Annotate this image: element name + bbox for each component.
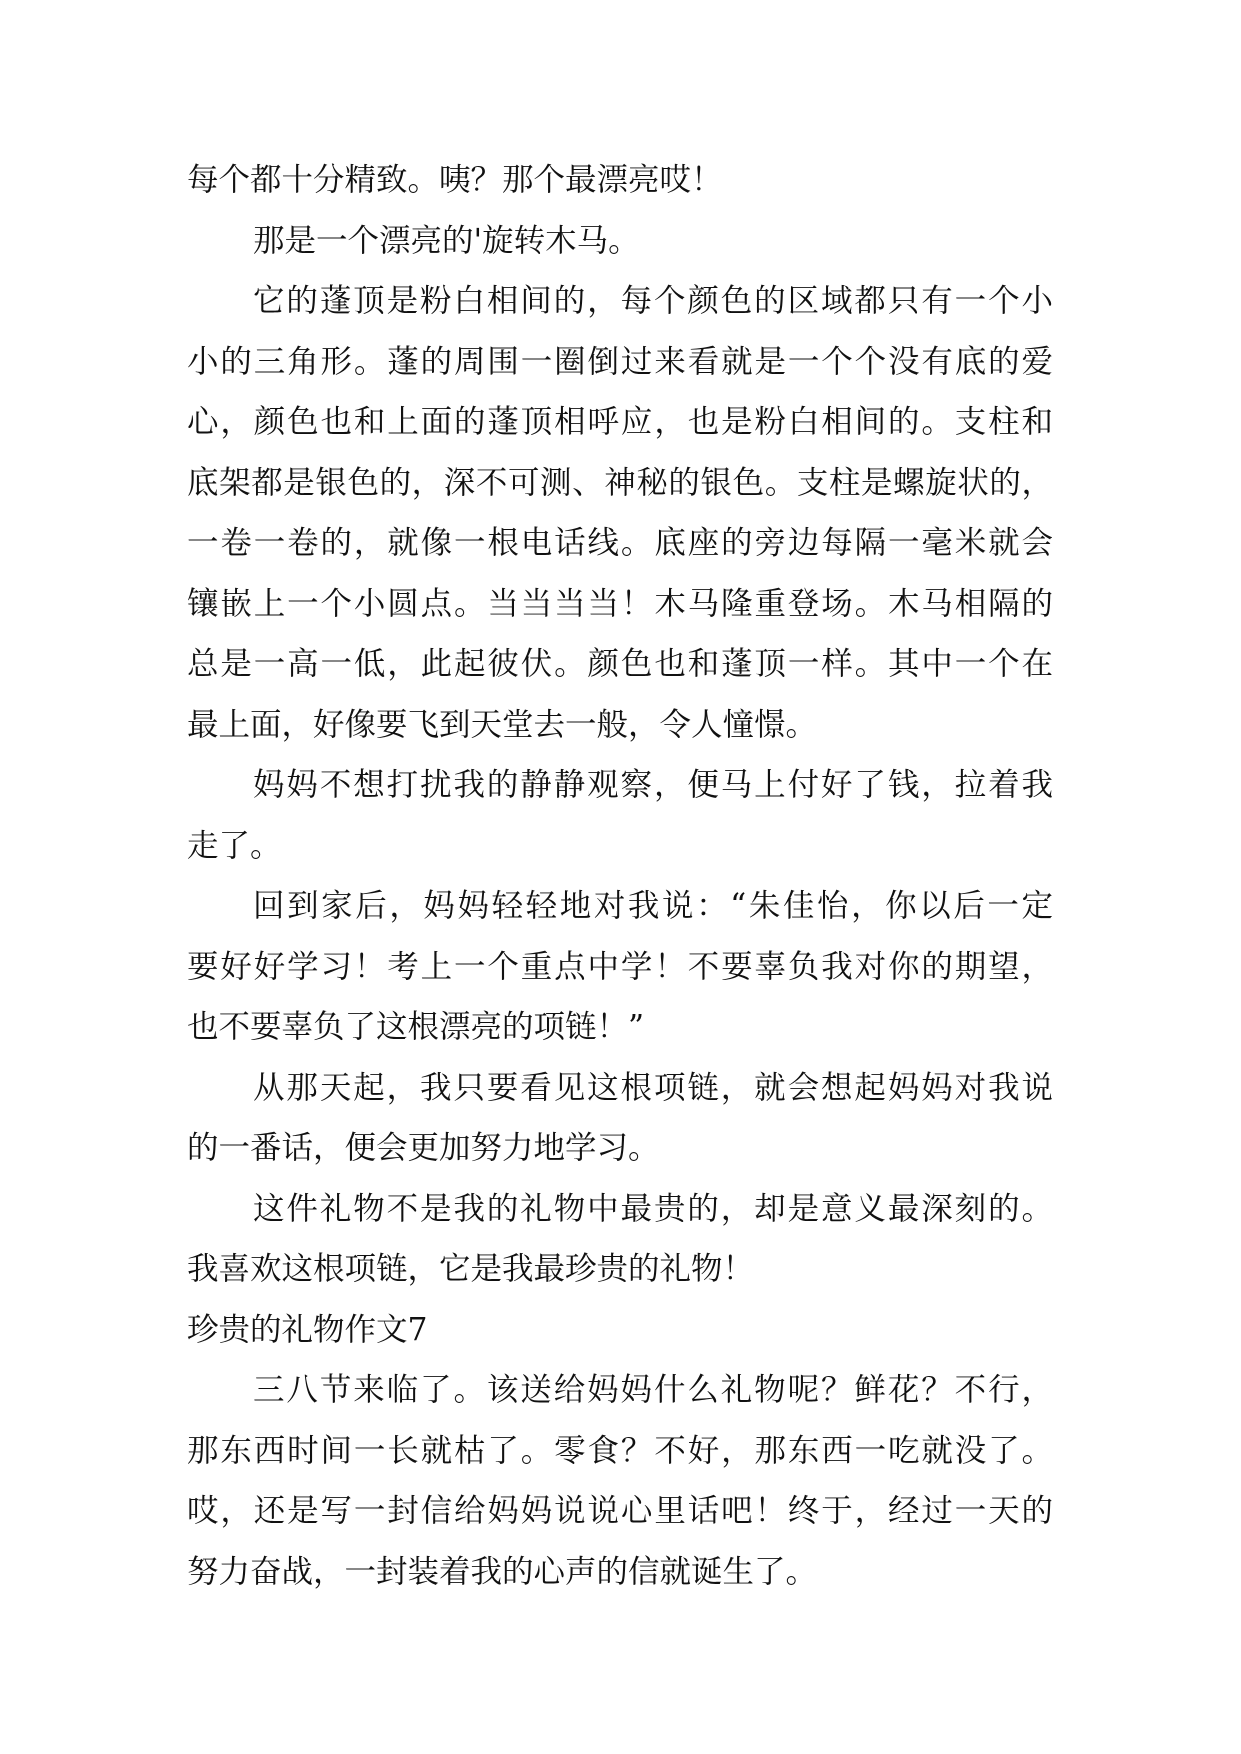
text-line: 走了。: [187, 827, 282, 864]
text-line: 回到家后，妈妈轻轻地对我说：“朱佳怡，你以后一定: [253, 888, 1053, 924]
text-line: 妈妈不想打扰我的静静观察，便马上付好了钱，拉着我: [253, 767, 1053, 803]
page-content: [187, 150, 1053, 1602]
text-line: 最上面，好像要飞到天堂去一般，令人憧憬。: [187, 706, 818, 743]
text-line: 一卷一卷的，就像一根电话线。底座的旁边每隔一毫米就会: [187, 525, 1053, 561]
text-line: 那东西时间一长就枯了。零食？不好，那东西一吃就没了。: [187, 1432, 1053, 1469]
text-line: 也不要辜负了这根漂亮的项链！”: [187, 1009, 645, 1045]
paragraph: [187, 876, 1053, 1058]
text-line: 底架都是银色的，深不可测、神秘的银色。支柱是螺旋状的，: [187, 464, 1053, 501]
text-line: 每个都十分精致。咦？那个最漂亮哎！: [187, 162, 723, 198]
text-line: 哎，还是写一封信给妈妈说说心里话吧！终于，经过一天的: [187, 1493, 1053, 1529]
paragraph: [187, 755, 1053, 876]
text-line: 我喜欢这根项链，它是我最珍贵的礼物！: [187, 1251, 755, 1287]
paragraph: [187, 211, 1053, 272]
text-line: 三八节来临了。该送给妈妈什么礼物呢？鲜花？不行，: [253, 1372, 1053, 1408]
text-line: 小的三角形。蓬的周围一圈倒过来看就是一个个没有底的爱: [187, 343, 1053, 380]
paragraph: [187, 271, 1053, 755]
text-line: 从那天起，我只要看见这根项链，就会想起妈妈对我说: [253, 1069, 1053, 1106]
text-line: 要好好学习！考上一个重点中学！不要辜负我对你的期望，: [187, 948, 1053, 985]
text-line: 它的蓬顶是粉白相间的，每个颜色的区域都只有一个小: [253, 283, 1053, 319]
text-line: 心，颜色也和上面的蓬顶相呼应，也是粉白相间的。支柱和: [187, 404, 1053, 440]
text-line: 那是一个漂亮的'旋转木马。: [253, 222, 640, 259]
paragraph: [187, 1058, 1053, 1179]
paragraph: [187, 1179, 1053, 1300]
text-line: 总是一高一低，此起彼伏。颜色也和蓬顶一样。其中一个在: [187, 646, 1053, 682]
text-line: 努力奋战，一封装着我的心声的信就诞生了。: [187, 1553, 818, 1590]
paragraph: [187, 1360, 1053, 1602]
text-line: 这件礼物不是我的礼物中最贵的，却是意义最深刻的。: [253, 1190, 1053, 1227]
text-line: 的一番话，便会更加努力地学习。: [187, 1130, 660, 1166]
essay-title: 珍贵的礼物作文7: [187, 1311, 428, 1348]
paragraph: [187, 150, 1053, 211]
text-line: 镶嵌上一个小圆点。当当当当！木马隆重登场。木马相隔的: [187, 585, 1053, 622]
